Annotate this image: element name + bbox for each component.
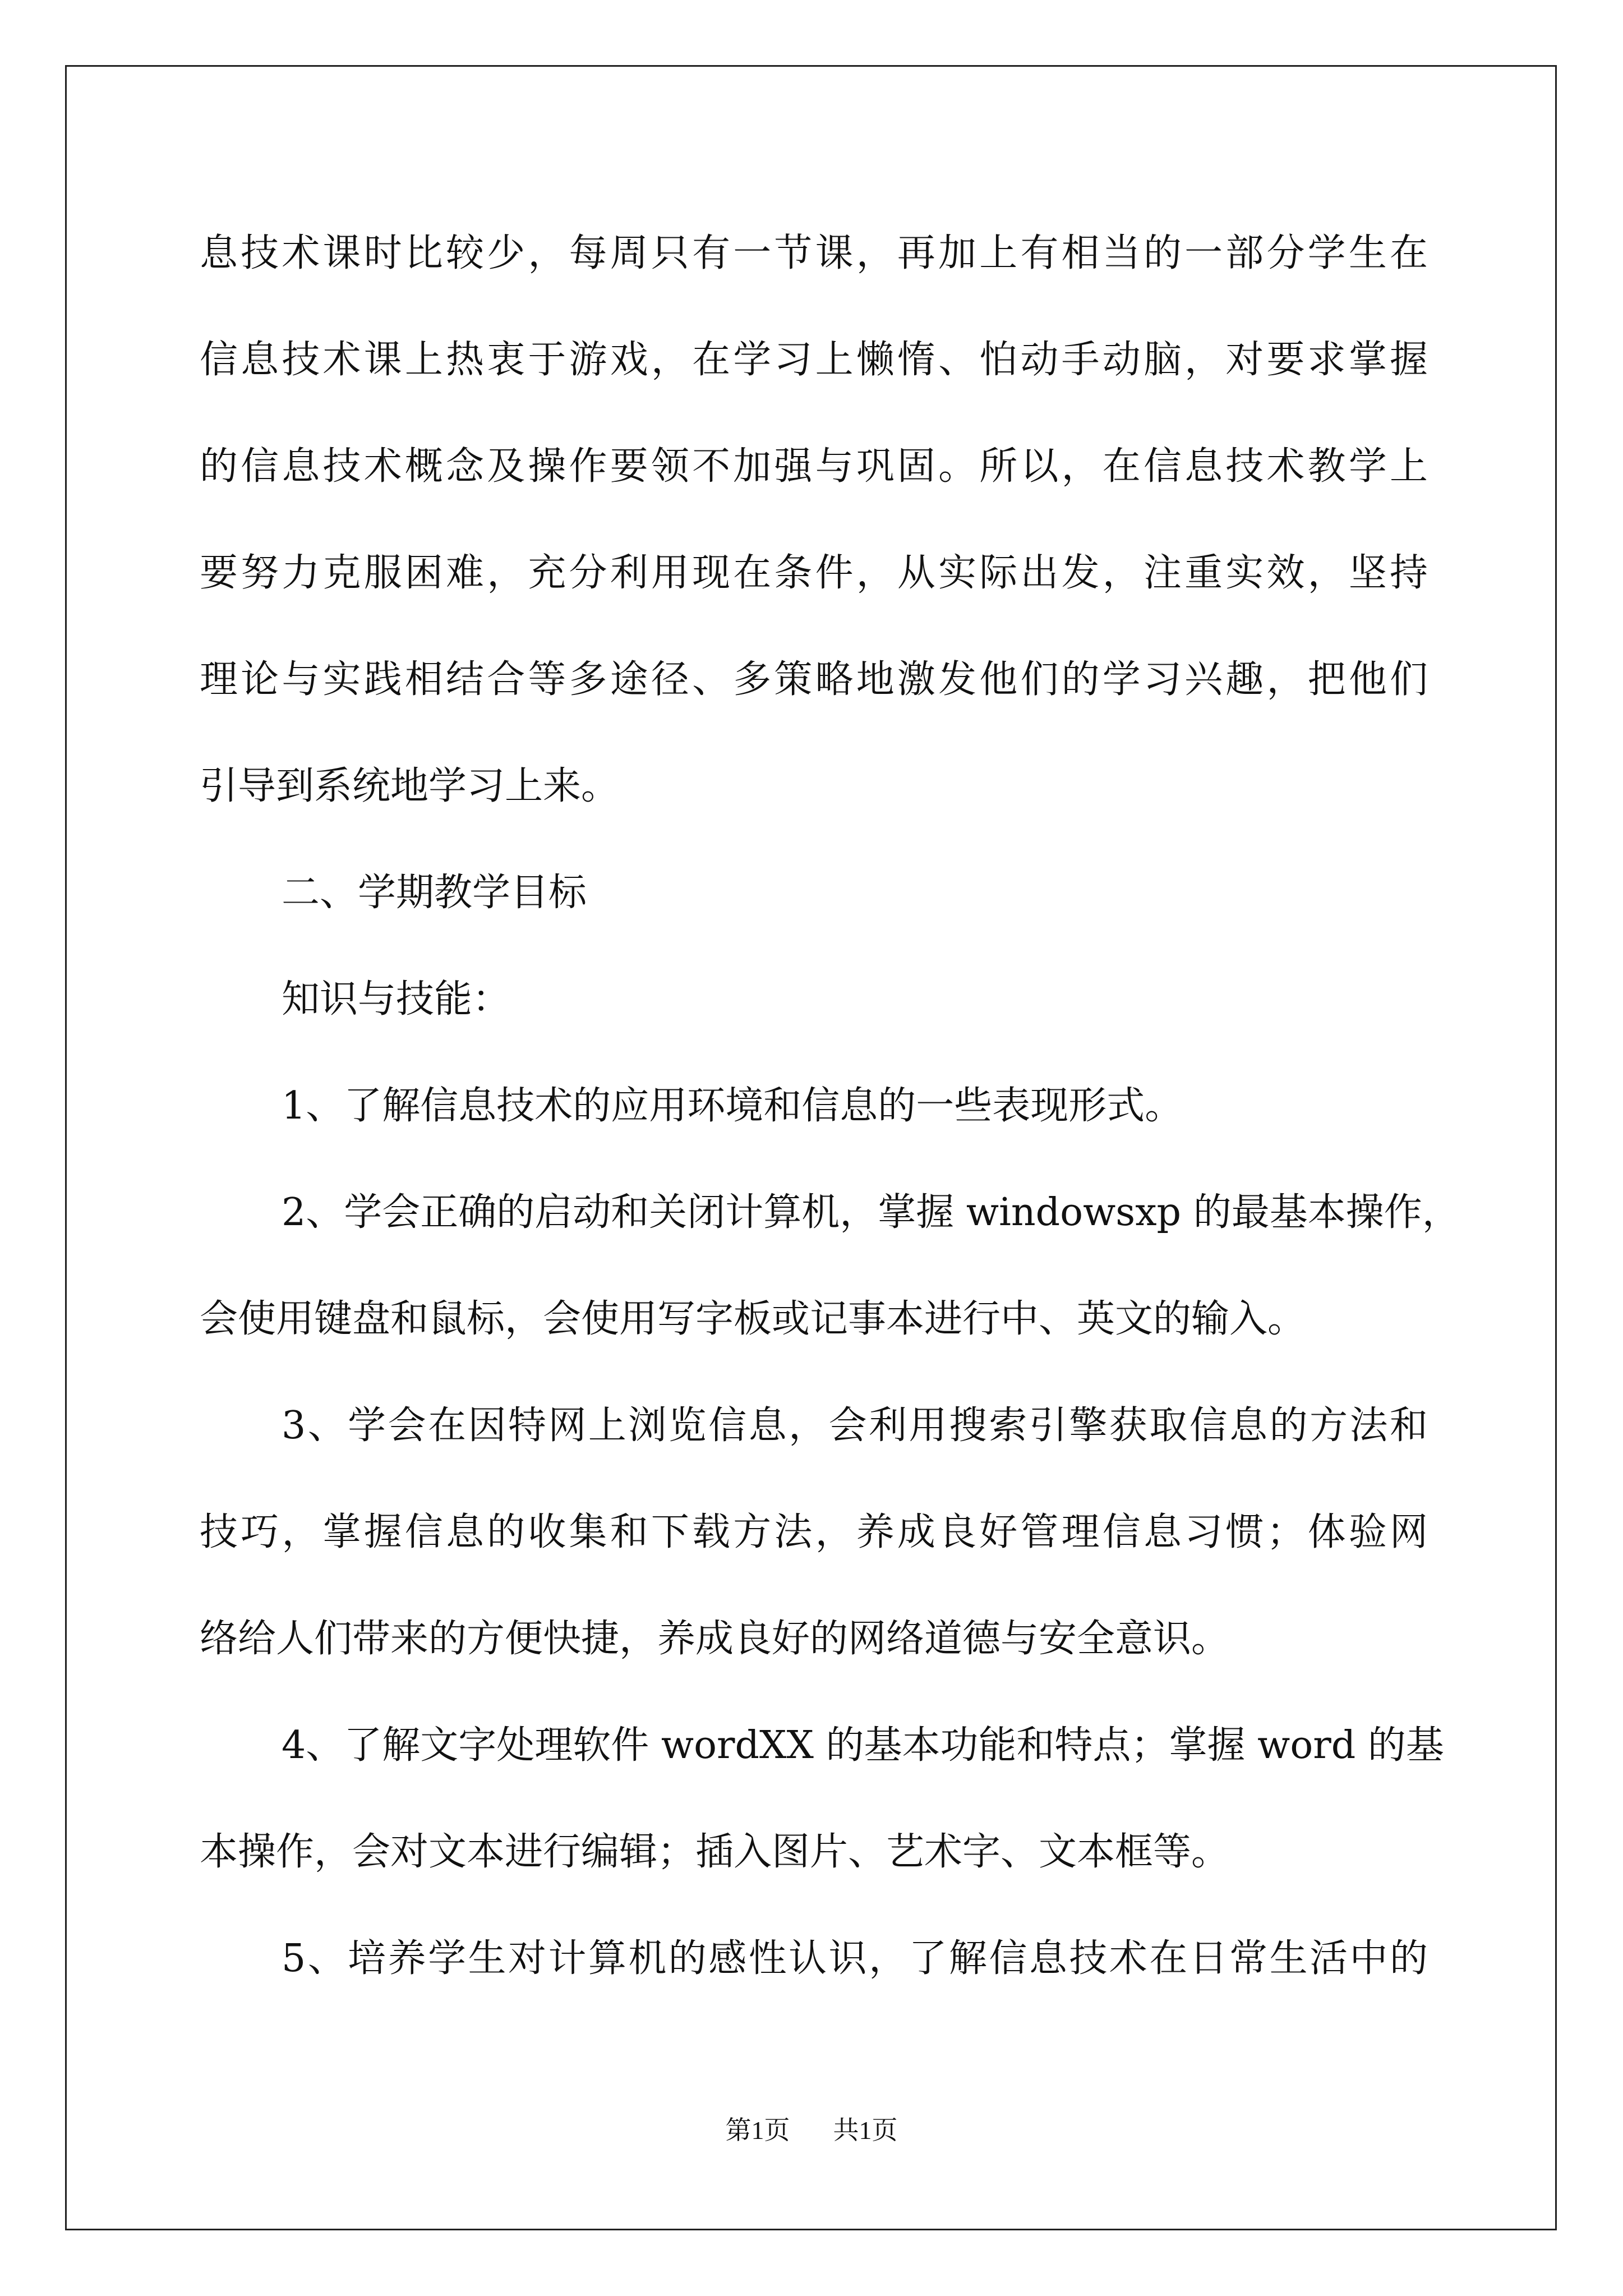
list-item: 2、学会正确的启动和关闭计算机，掌握 windowsxp 的最基本操作， [282,1190,1460,1235]
list-item-continuation: 会使用键盘和鼠标，会使用写字板或记事本进行中、英文的输入。 [200,1297,1306,1341]
list-item-continuation: 技巧，掌握信息的收集和下载方法，养成良好管理信息习惯；体验网 [200,1510,1428,1554]
page-footer [0,2114,1623,2147]
paragraph-line: 引导到系统地学习上来。 [200,764,620,808]
list-item: 4、了解文字处理软件 wordXX 的基本功能和特点；掌握 word 的基 [282,1723,1444,1768]
list-item: 5、培养学生对计算机的感性认识，了解信息技术在日常生活中的 [282,1936,1428,1981]
subsection-heading: 知识与技能： [282,977,511,1022]
paragraph-line: 要努力克服困难，充分利用现在条件，从实际出发，注重实效，坚持 [200,551,1428,595]
list-item: 1、了解信息技术的应用环境和信息的一些表现形式。 [282,1084,1183,1128]
page-number-current: 第1页 [725,2116,790,2145]
section-heading: 二、学期教学目标 [282,871,587,915]
paragraph-line: 信息技术课上热衷于游戏，在学习上懒惰、怕动手动脑，对要求掌握 [200,338,1428,382]
paragraph-line: 息技术课时比较少，每周只有一节课，再加上有相当的一部分学生在 [200,231,1428,275]
document-body [200,222,1460,2033]
list-item-continuation: 本操作，会对文本进行编辑；插入图片、艺术字、文本框等。 [200,1830,1230,1874]
page-number-total: 共1页 [833,2116,898,2145]
paragraph-line: 理论与实践相结合等多途径、多策略地激发他们的学习兴趣，把他们 [200,657,1428,702]
paragraph-line: 的信息技术概念及操作要领不加强与巩固。所以，在信息技术教学上 [200,444,1428,489]
list-item-continuation: 络给人们带来的方便快捷，养成良好的网络道德与安全意识。 [200,1617,1230,1661]
list-item: 3、学会在因特网上浏览信息，会利用搜索引擎获取信息的方法和 [282,1404,1428,1448]
